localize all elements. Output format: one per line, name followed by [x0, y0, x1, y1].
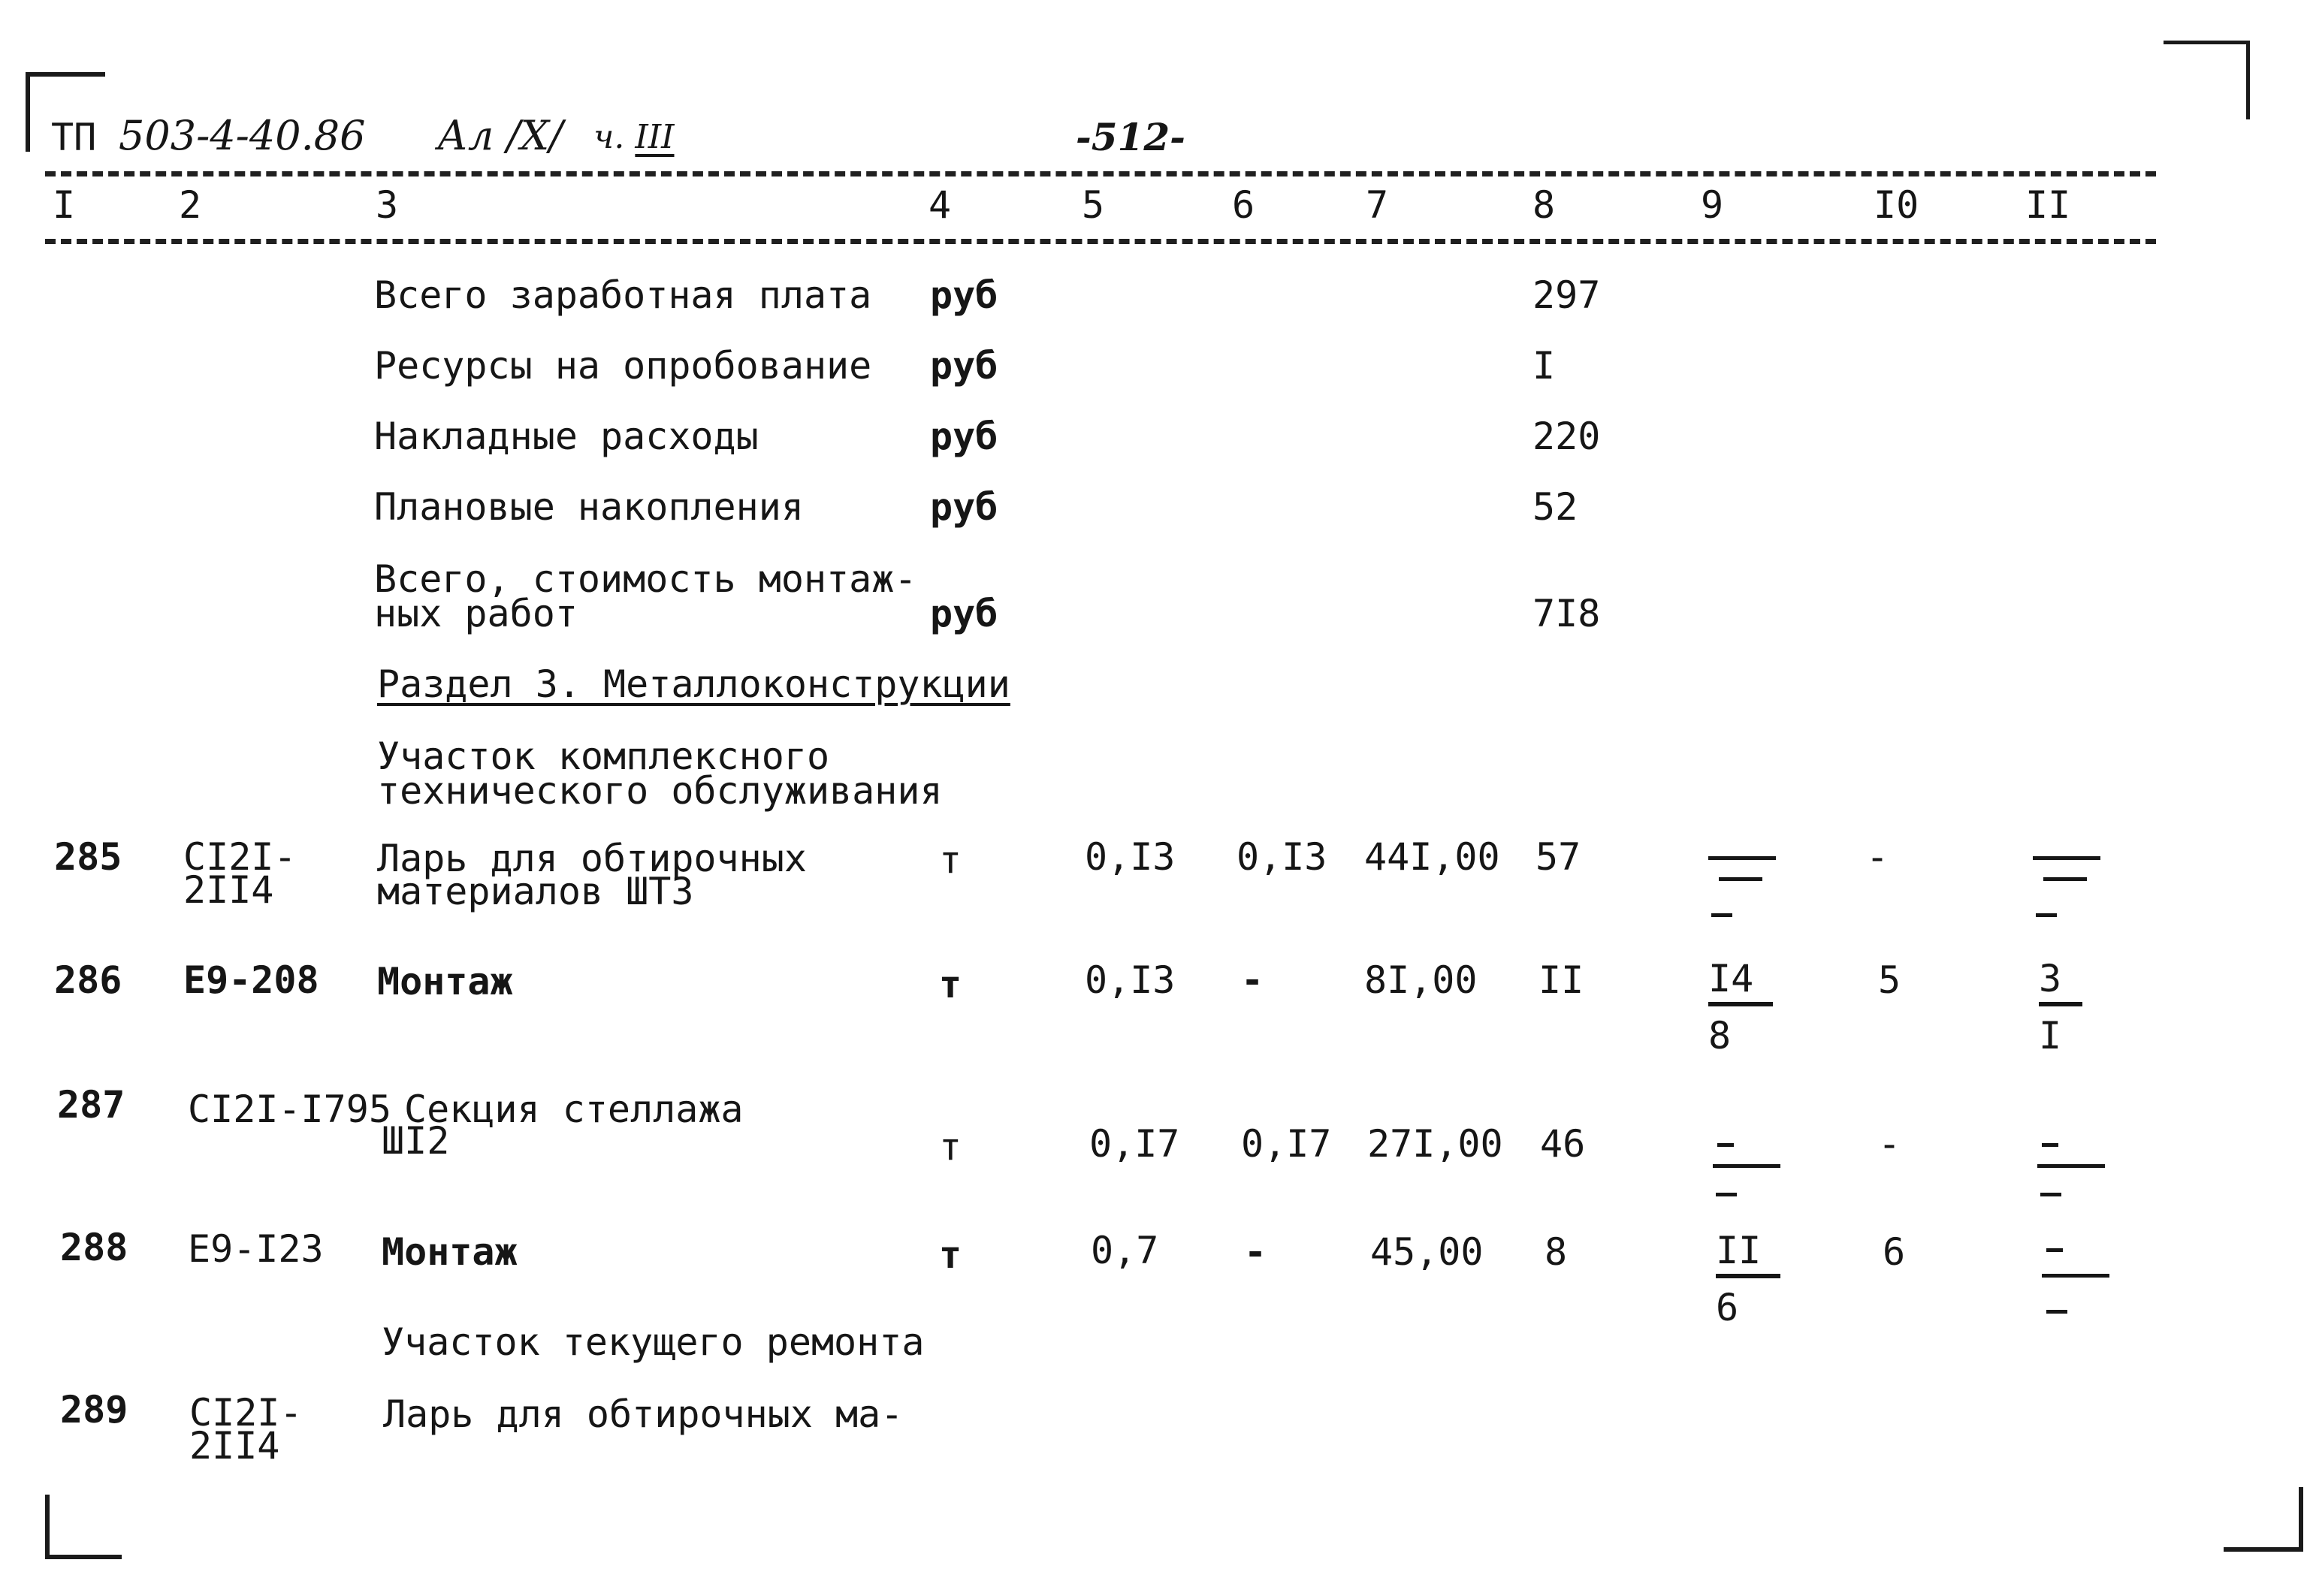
- row-286-col6: -: [1241, 958, 1264, 1002]
- row-286-col9-denominator: 8: [1708, 1014, 1732, 1057]
- album-label: Ал /X/: [437, 112, 563, 159]
- part-label: [593, 117, 675, 158]
- summary-overhead-unit: руб: [930, 415, 998, 458]
- row-289-name: Ларь для обтирочных ма-: [383, 1392, 904, 1436]
- col-header-2: 2: [179, 183, 202, 227]
- row-286-col7: 8I,00: [1364, 958, 1478, 1002]
- row-289-code-line1: CI2I-: [189, 1391, 303, 1435]
- summary-total-cost-label-line1: Всего, стоимость монтаж-: [374, 557, 917, 601]
- summary-total-cost-value: 7I8: [1532, 592, 1601, 635]
- row-287-col7: 27I,00: [1367, 1122, 1503, 1166]
- row-285-number: 285: [54, 835, 122, 879]
- row-287-name-line2: ШI2: [382, 1119, 450, 1163]
- area-maintenance-line2: технического обслуживания: [377, 769, 943, 813]
- col-header-6: 6: [1232, 183, 1255, 227]
- row-285-unit: т: [939, 838, 962, 882]
- summary-planned-unit: руб: [930, 485, 998, 529]
- row-288-unit: т: [939, 1233, 962, 1277]
- row-288-name: Монтаж: [382, 1230, 518, 1274]
- summary-overhead-value: 220: [1532, 415, 1601, 458]
- row-288-col8: 8: [1545, 1230, 1568, 1274]
- row-285-col11-fraction: [2033, 856, 2100, 916]
- summary-planned-value: 52: [1532, 485, 1578, 529]
- row-286-col8: II: [1539, 958, 1584, 1002]
- row-287-col6: 0,I7: [1241, 1122, 1332, 1166]
- row-288-col11-fraction: [2042, 1248, 2109, 1316]
- summary-testing-label: Ресурсы на опробование: [374, 344, 872, 388]
- col-header-3: 3: [376, 183, 399, 227]
- col-header-7: 7: [1366, 183, 1389, 227]
- area-repair-heading: Участок текущего ремонта: [382, 1320, 925, 1364]
- doc-code: ТП: [51, 116, 97, 159]
- col-header-4: 4: [929, 183, 952, 227]
- row-287-number: 287: [57, 1083, 125, 1127]
- summary-overhead-label: Накладные расходы: [374, 415, 759, 458]
- row-288-col9-numerator: II: [1716, 1232, 1780, 1278]
- row-289-number: 289: [60, 1388, 128, 1432]
- col-header-9: 9: [1701, 183, 1724, 227]
- summary-testing-value: I: [1532, 344, 1556, 388]
- area-maintenance-line1: Участок комплексного: [377, 735, 830, 778]
- summary-total-wages-value: 297: [1532, 273, 1601, 317]
- row-288-code: E9-I23: [188, 1227, 324, 1271]
- summary-planned-label: Плановые накопления: [374, 485, 804, 529]
- row-288-col6: -: [1244, 1230, 1267, 1274]
- row-286-col5: 0,I3: [1085, 958, 1176, 1002]
- part-prefix: ч.: [593, 118, 625, 156]
- row-287-name-line1: Секция стеллажа: [404, 1088, 744, 1131]
- summary-total-wages-label: Всего заработная плата: [374, 273, 872, 317]
- frame-corner-bottom-right: [2224, 1487, 2303, 1552]
- row-285-col5: 0,I3: [1085, 835, 1176, 879]
- row-287-unit: т: [939, 1125, 962, 1169]
- row-287-col11-fraction: [2037, 1143, 2105, 1203]
- row-288-col7: 45,00: [1370, 1230, 1484, 1274]
- row-287-col9-fraction: [1713, 1143, 1780, 1203]
- col-header-11: II: [2025, 183, 2071, 227]
- frame-corner-top-right: [2164, 41, 2250, 119]
- row-286-col11-numerator: 3: [2039, 960, 2082, 1006]
- row-286-number: 286: [54, 958, 122, 1002]
- summary-total-wages-unit: руб: [930, 273, 998, 317]
- row-286-name: Монтаж: [377, 960, 513, 1003]
- row-285-col6: 0,I3: [1237, 835, 1327, 879]
- row-288-col9-fraction: [1716, 1229, 1788, 1329]
- col-header-10: I0: [1874, 183, 1919, 227]
- row-286-col11-fraction: [2039, 957, 2111, 1057]
- row-286-code: E9-208: [183, 958, 319, 1002]
- col-header-5: 5: [1082, 183, 1105, 227]
- row-288-col5: 0,7: [1091, 1229, 1159, 1272]
- row-286-col11-denominator: I: [2039, 1014, 2062, 1057]
- row-285-name-line1: Ларь для обтирочных: [377, 837, 807, 880]
- summary-total-cost-unit: руб: [930, 592, 998, 635]
- summary-total-cost-label-line2: ных работ: [374, 592, 578, 635]
- page-number: -512-: [1076, 115, 1185, 159]
- row-287-code: CI2I-I795: [188, 1088, 391, 1131]
- row-285-code-line1: CI2I-: [183, 835, 297, 879]
- summary-testing-unit: руб: [930, 344, 998, 388]
- row-285-col7: 44I,00: [1364, 835, 1500, 879]
- row-285-col10: -: [1866, 835, 1889, 879]
- header-rule-bottom: [45, 239, 2156, 244]
- col-header-8: 8: [1532, 183, 1556, 227]
- row-287-col5: 0,I7: [1089, 1122, 1180, 1166]
- part-roman: III: [635, 118, 675, 156]
- row-287-col10: -: [1878, 1122, 1901, 1166]
- row-286-col10: 5: [1878, 958, 1901, 1002]
- row-286-unit: т: [939, 963, 962, 1006]
- header-rule-top: [45, 171, 2156, 176]
- row-288-col10: 6: [1883, 1230, 1906, 1274]
- doc-number: 503-4-40.86: [119, 112, 366, 159]
- row-289-code-line2: 2II4: [189, 1424, 280, 1468]
- frame-corner-bottom-left: [45, 1495, 122, 1559]
- row-286-col9-numerator: I4: [1708, 960, 1773, 1006]
- col-header-1: I: [53, 183, 76, 227]
- row-287-col8: 46: [1540, 1122, 1586, 1166]
- row-285-col9-fraction: [1708, 856, 1776, 916]
- row-286-col9-fraction: [1708, 957, 1780, 1057]
- row-285-code-line2: 2II4: [183, 868, 274, 912]
- row-285-col8: 57: [1535, 835, 1581, 879]
- row-288-col9-denominator: 6: [1716, 1286, 1739, 1329]
- section-heading: Раздел 3. Металлоконструкции: [377, 662, 1010, 706]
- row-285-name-line2: материалов ШТЗ: [377, 870, 694, 913]
- row-288-number: 288: [60, 1226, 128, 1269]
